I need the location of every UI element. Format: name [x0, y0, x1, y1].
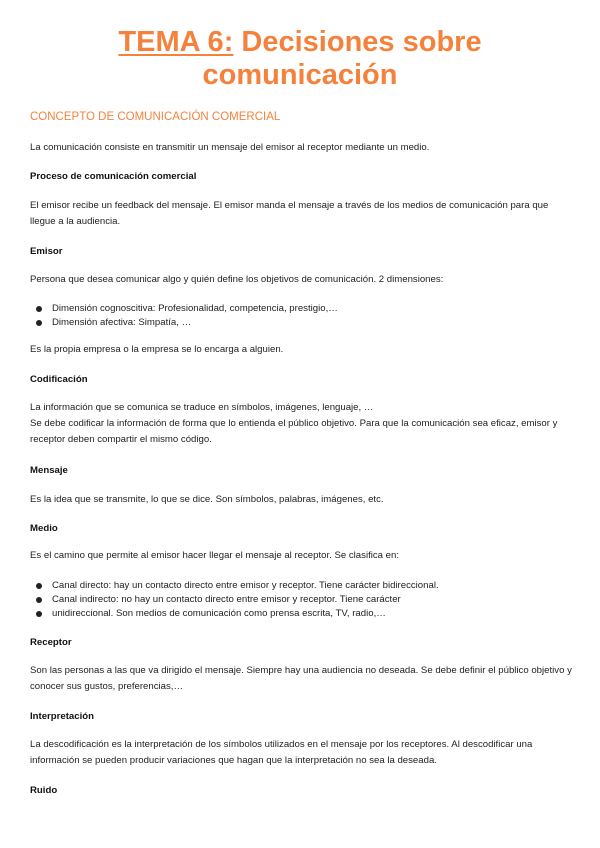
page-title — [0, 26, 600, 92]
receptor-heading: Receptor — [30, 637, 72, 648]
mensaje-heading: Mensaje — [30, 465, 68, 476]
emisor-paragraph: Persona que desea comunicar algo y quién define los objetivos de comunicación. 2 dimensiones: — [30, 274, 444, 285]
medio-bullet-1: Canal directo: hay un contacto directo entre emisor y receptor. Tiene carácter bidireccional. — [52, 580, 439, 591]
emisor-heading: Emisor — [30, 246, 63, 257]
emisor-bullet-1: Dimensión cognoscitiva: Profesionalidad, competencia, prestigio,… — [52, 303, 338, 314]
title-tema: TEMA 6: — [118, 26, 234, 58]
ruido-heading: Ruido — [30, 785, 58, 796]
interpretacion-heading: Interpretación — [30, 711, 94, 722]
title-line2: comunicación — [202, 59, 398, 91]
codificacion-line2: Se debe codificar la información de forma que lo entienda el público objetivo. Para que la comunicación sea eficaz, emisor y receptor deben compartir el mismo código. — [30, 418, 558, 445]
medio-bullet-3: unidireccional. Son medios de comunicación como prensa escrita, TV, radio,… — [52, 608, 386, 619]
emisor-after-paragraph: Es la propia empresa o la empresa se lo encarga a alguien. — [30, 344, 284, 355]
medio-bullet-2: Canal indirecto: no hay un contacto directo entre emisor y receptor. Tiene carácter — [52, 594, 401, 605]
proceso-heading: Proceso de comunicación comercial — [30, 171, 197, 182]
title-rest-line1: Decisiones sobre — [233, 26, 482, 58]
medio-paragraph: Es el camino que permite al emisor hacer llegar el mensaje al receptor. Se clasifica en: — [30, 550, 400, 561]
codificacion-heading: Codificación — [30, 374, 88, 385]
section-heading: CONCEPTO DE COMUNICACIÓN COMERCIAL — [30, 111, 281, 123]
medio-heading: Medio — [30, 523, 58, 534]
proceso-paragraph: El emisor recibe un feedback del mensaje. El emisor manda el mensaje a través de los medios de comunicación para que llegue a la audiencia. — [30, 200, 549, 227]
codificacion-line1: La información que se comunica se traduce en símbolos, imágenes, lenguaje, … — [30, 402, 374, 413]
intro-paragraph: La comunicación consiste en transmitir un mensaje del emisor al receptor mediante un medio. — [30, 142, 430, 153]
mensaje-paragraph: Es la idea que se transmite, lo que se dice. Son símbolos, palabras, imágenes, etc. — [30, 494, 384, 505]
emisor-bullet-2: Dimensión afectiva: Simpatía, … — [52, 317, 192, 328]
receptor-paragraph: Son las personas a las que va dirigido el mensaje. Siempre hay una audiencia no deseada. Se debe definir el público objetivo y conocer sus gustos, preferencias,… — [30, 665, 572, 692]
interpretacion-paragraph: La descodificación es la interpretación de los símbolos utilizados en el mensaje por los receptores. Al descodificar una información se pueden producir variaciones que hagan que la interpretación no sea la deseada. — [30, 739, 533, 766]
